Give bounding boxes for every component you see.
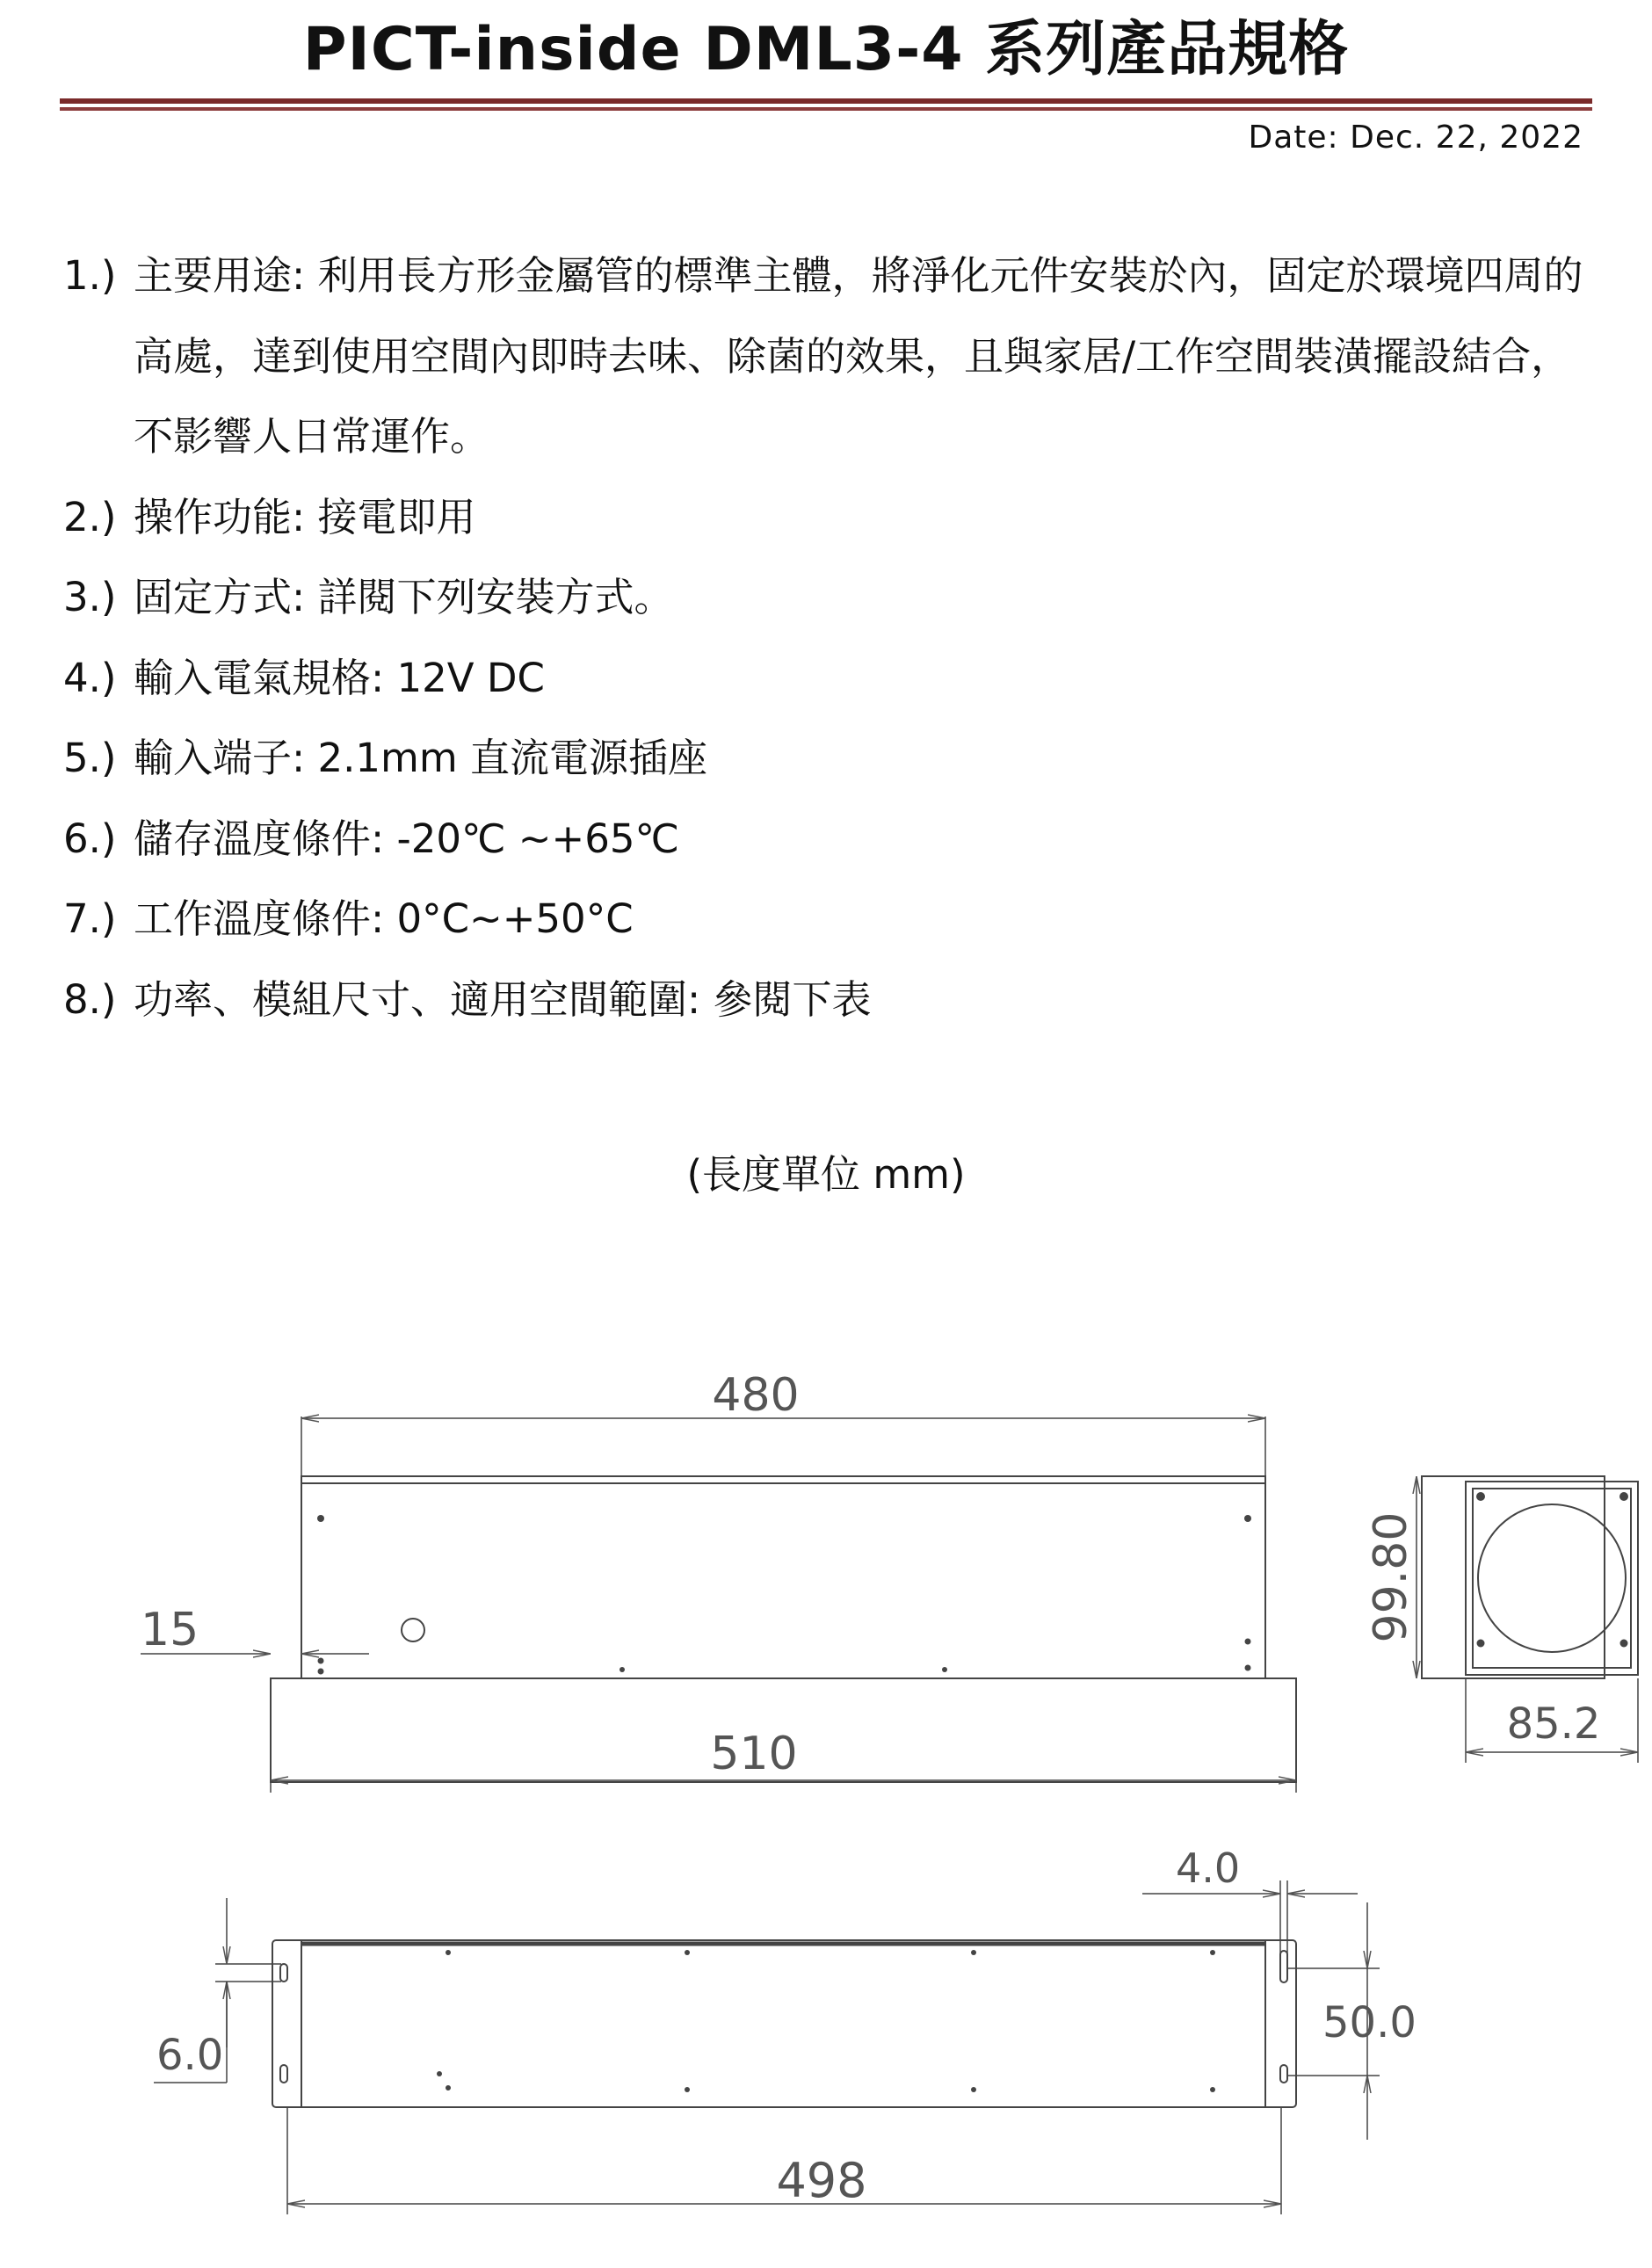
dim-step: 15 <box>141 1604 199 1656</box>
dim-mount-spacing: 50.0 <box>1322 1998 1417 2047</box>
dim-hole-height: 6.0 <box>156 2031 224 2080</box>
spec-text: 功率、模組尺寸、適用空間範圍: 參閱下表 <box>134 975 872 1023</box>
spec-number: 5.) <box>63 735 117 781</box>
document-date: Date: Dec. 22, 2022 <box>1248 120 1583 156</box>
spec-number: 1.) <box>63 252 117 299</box>
page-title: PICT-inside DML3-4 系列產品規格 <box>302 15 1350 84</box>
dim-slot-width: 4.0 <box>1176 1844 1241 1892</box>
spec-number: 7.) <box>63 895 117 942</box>
spec-number: 6.) <box>63 815 117 862</box>
spec-text: 儲存溫度條件: -20℃ ~+65℃ <box>134 815 680 862</box>
dim-side-width: 85.2 <box>1506 1699 1601 1749</box>
spec-number: 3.) <box>63 574 117 620</box>
spec-number: 8.) <box>63 975 117 1023</box>
spec-number: 4.) <box>63 654 117 701</box>
spec-text: 輸入電氣規格: 12V DC <box>134 654 545 701</box>
spec-text: 輸入端子: 2.1mm 直流電源插座 <box>134 735 708 781</box>
spec-text: 工作溫度條件: 0°C~+50°C <box>134 895 634 942</box>
spec-text: 固定方式: 詳閱下列安裝方式。 <box>134 574 674 620</box>
unit-note: (長度單位 mm) <box>686 1151 966 1198</box>
dim-bottom-length: 498 <box>776 2153 867 2208</box>
spec-text: 操作功能: 接電即用 <box>134 493 476 540</box>
spec-text: 主要用途: 利用長方形金屬管的標準主體，將淨化元件安裝於內，固定於環境四周的高處，達到使用空間內即時去味、除菌的效果，且與家居/工作空間裝潢擺設結合，不影響人日常運作。 <box>134 252 1583 460</box>
dim-top-length: 480 <box>712 1369 800 1422</box>
dim-base-length: 510 <box>710 1728 798 1780</box>
dim-side-height: 99.80 <box>1365 1511 1417 1643</box>
spec-number: 2.) <box>63 493 117 540</box>
